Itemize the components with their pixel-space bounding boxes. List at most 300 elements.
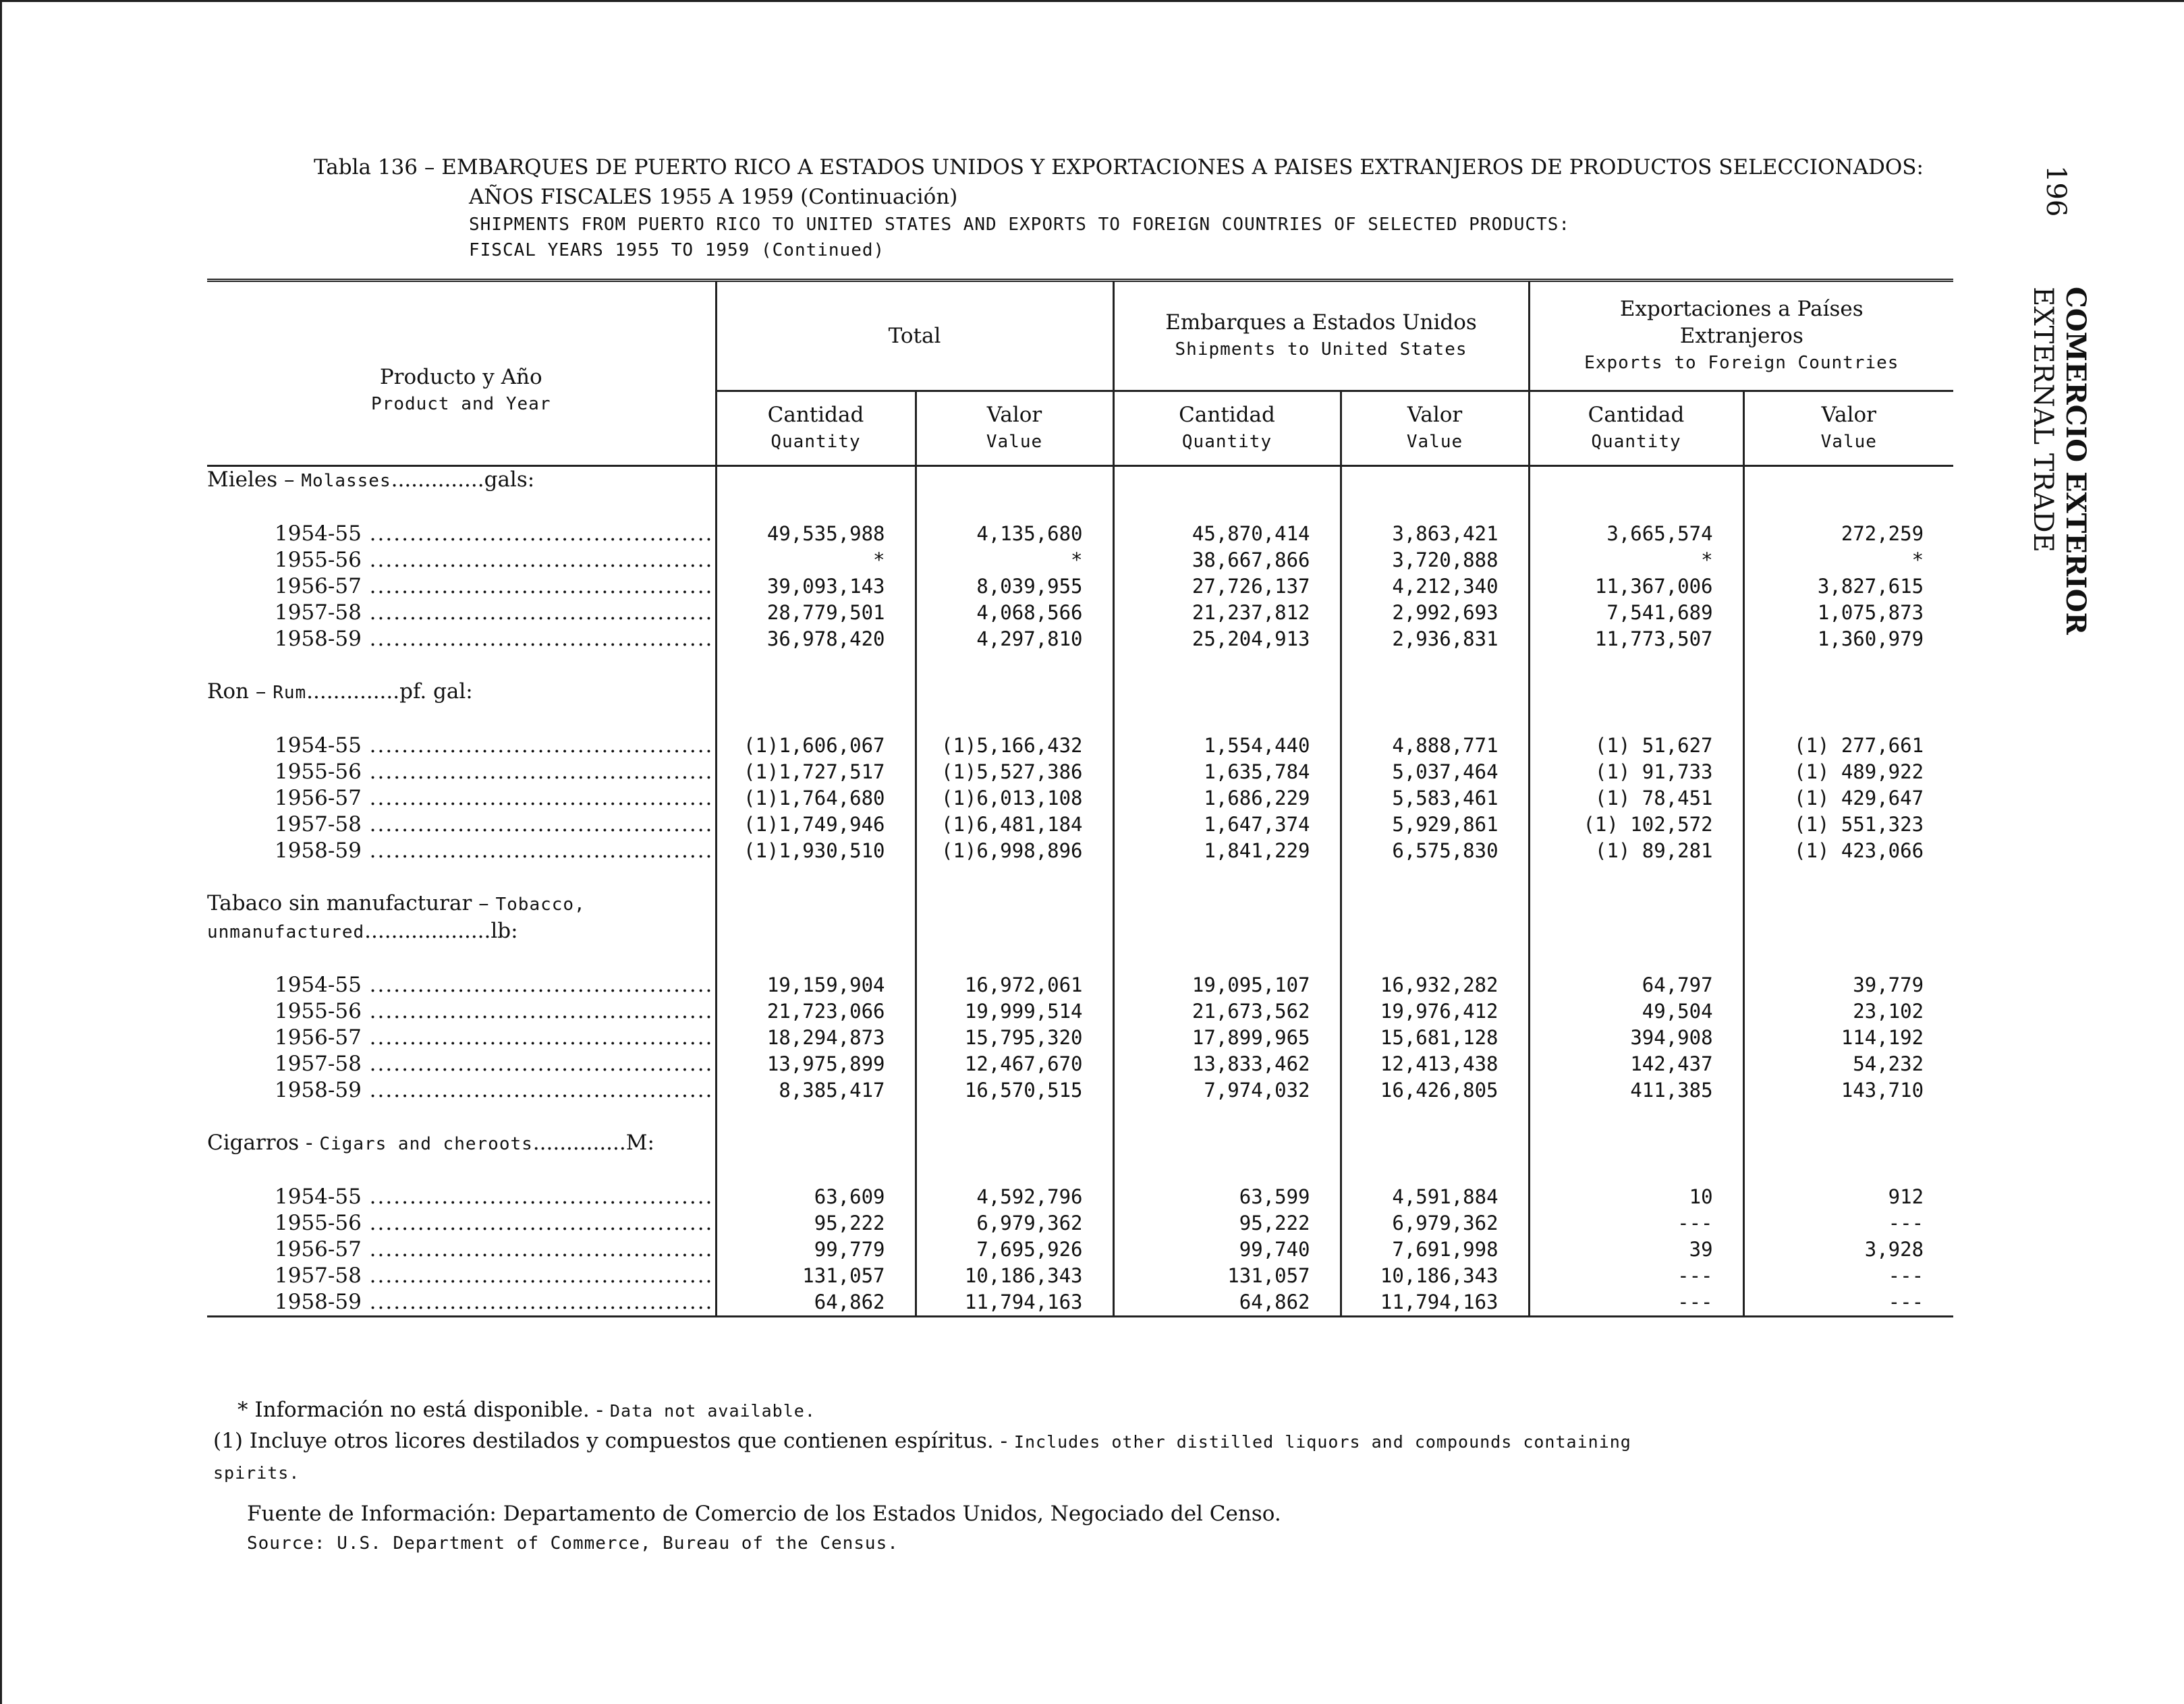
us-quantity-cell: 25,204,913 bbox=[1113, 626, 1341, 652]
year-label: 1958-59 bbox=[275, 839, 362, 863]
us-value-cell: 5,583,461 bbox=[1341, 785, 1529, 812]
total-quantity-cell: 8,385,417 bbox=[716, 1077, 916, 1104]
header-qty-es: Cantidad bbox=[1588, 403, 1685, 427]
foreign-quantity-cell: 11,773,507 bbox=[1529, 626, 1743, 652]
total-value-cell: 4,135,680 bbox=[916, 521, 1113, 547]
empty-cell bbox=[1113, 494, 1341, 521]
group-unit: pf. gal: bbox=[399, 679, 473, 704]
total-value-cell: (1)5,527,386 bbox=[916, 759, 1113, 785]
spacer-row bbox=[207, 652, 1953, 679]
header-foreign-en: Exports to Foreign Countries bbox=[1584, 353, 1899, 373]
foreign-quantity-cell: 49,504 bbox=[1529, 998, 1743, 1025]
foreign-quantity-cell: (1) 51,627 bbox=[1529, 733, 1743, 759]
source bbox=[247, 1499, 1281, 1558]
us-value-cell: 12,413,438 bbox=[1341, 1051, 1529, 1077]
foreign-value-cell: 272,259 bbox=[1743, 521, 1953, 547]
foreign-quantity-cell: 411,385 bbox=[1529, 1077, 1743, 1104]
year-label: 1954-55 bbox=[275, 521, 362, 546]
empty-cell bbox=[1743, 946, 1953, 972]
foreign-quantity-cell: (1) 102,572 bbox=[1529, 812, 1743, 838]
empty-cell bbox=[716, 1158, 916, 1184]
empty-cell bbox=[1529, 946, 1743, 972]
row-year bbox=[207, 1184, 716, 1210]
header-val-en: Value bbox=[1820, 432, 1877, 452]
row-year bbox=[207, 1210, 716, 1237]
foreign-quantity-cell: --- bbox=[1529, 1289, 1743, 1317]
us-quantity-cell: 1,841,229 bbox=[1113, 838, 1341, 864]
row-year bbox=[207, 838, 716, 864]
us-quantity-cell: 95,222 bbox=[1113, 1210, 1341, 1237]
row-year bbox=[207, 1077, 716, 1104]
spacer-row bbox=[207, 1158, 1953, 1184]
table-row bbox=[207, 1263, 1953, 1289]
empty-cell bbox=[1529, 890, 1743, 918]
foreign-quantity-cell: 3,665,574 bbox=[1529, 521, 1743, 547]
empty-cell bbox=[1113, 466, 1341, 495]
empty-cell bbox=[1341, 679, 1529, 706]
group-label-en: Rum bbox=[273, 683, 307, 703]
group-label bbox=[207, 1130, 716, 1158]
empty-cell bbox=[1341, 466, 1529, 495]
empty-cell bbox=[1341, 652, 1529, 679]
us-value-cell: 5,929,861 bbox=[1341, 812, 1529, 838]
total-quantity-cell: (1)1,930,510 bbox=[716, 838, 916, 864]
empty-cell bbox=[1113, 1158, 1341, 1184]
empty-cell bbox=[1341, 706, 1529, 733]
total-quantity-cell: 95,222 bbox=[716, 1210, 916, 1237]
row-year bbox=[207, 1263, 716, 1289]
us-value-cell: 4,212,340 bbox=[1341, 573, 1529, 600]
us-quantity-cell: 21,673,562 bbox=[1113, 998, 1341, 1025]
header-val-es: Valor bbox=[1407, 403, 1463, 427]
us-value-cell: 4,888,771 bbox=[1341, 733, 1529, 759]
empty-cell bbox=[716, 918, 916, 946]
header-us-es: Embarques a Estados Unidos bbox=[1165, 310, 1477, 335]
us-quantity-cell: 99,740 bbox=[1113, 1237, 1341, 1263]
group-label-cont bbox=[207, 918, 716, 946]
total-quantity-cell: 39,093,143 bbox=[716, 573, 916, 600]
table-row bbox=[207, 812, 1953, 838]
spacer-row bbox=[207, 946, 1953, 972]
table-row bbox=[207, 998, 1953, 1025]
foreign-quantity-cell: (1) 78,451 bbox=[1529, 785, 1743, 812]
footnotes bbox=[213, 1395, 1965, 1488]
empty-cell bbox=[1743, 706, 1953, 733]
title-es-line1: Tabla 136 – EMBARQUES DE PUERTO RICO A ESTADOS UNIDOS Y EXPORTACIONES A PAISES EXTRANJEROS DE PRODUCTOS SELECCIONADOS: bbox=[314, 155, 1924, 179]
us-value-cell: 6,575,830 bbox=[1341, 838, 1529, 864]
table-row bbox=[207, 1025, 1953, 1051]
group-label-en2: unmanufactured bbox=[207, 922, 365, 942]
source-es: Fuente de Información: Departamento de Comercio de los Estados Unidos, Negociado del Censo. bbox=[247, 1502, 1281, 1526]
us-value-cell: 3,720,888 bbox=[1341, 547, 1529, 573]
year-label: 1957-58 bbox=[275, 1263, 362, 1288]
header-qty-en: Quantity bbox=[1181, 432, 1272, 452]
footnote-one bbox=[213, 1426, 1965, 1488]
table-row bbox=[207, 573, 1953, 600]
us-value-cell: 7,691,998 bbox=[1341, 1237, 1529, 1263]
us-quantity-cell: 45,870,414 bbox=[1113, 521, 1341, 547]
empty-cell bbox=[1113, 1104, 1341, 1130]
total-value-cell: 4,297,810 bbox=[916, 626, 1113, 652]
empty-cell bbox=[916, 946, 1113, 972]
group-label bbox=[207, 466, 716, 495]
total-quantity-cell: 13,975,899 bbox=[716, 1051, 916, 1077]
group-label bbox=[207, 679, 716, 706]
header-qty-en: Quantity bbox=[1591, 432, 1681, 452]
empty-cell bbox=[1341, 946, 1529, 972]
year-label: 1956-57 bbox=[275, 574, 362, 598]
row-year bbox=[207, 547, 716, 573]
group-row-cigars bbox=[207, 1130, 1953, 1158]
foreign-quantity-cell: * bbox=[1529, 547, 1743, 573]
group-label-en: Molasses bbox=[301, 471, 391, 491]
empty-cell bbox=[916, 864, 1113, 890]
table-title bbox=[314, 152, 1960, 263]
empty-cell bbox=[1341, 890, 1529, 918]
total-value-cell: 6,979,362 bbox=[916, 1210, 1113, 1237]
group-row-rum bbox=[207, 679, 1953, 706]
year-label: 1955-56 bbox=[275, 760, 362, 784]
spacer-row bbox=[207, 864, 1953, 890]
row-year bbox=[207, 785, 716, 812]
total-value-cell: 10,186,343 bbox=[916, 1263, 1113, 1289]
leader-dots: ................... bbox=[364, 919, 491, 943]
foreign-quantity-cell: 142,437 bbox=[1529, 1051, 1743, 1077]
empty-cell bbox=[916, 679, 1113, 706]
group-unit: M: bbox=[625, 1131, 654, 1155]
empty-cell bbox=[1529, 1158, 1743, 1184]
title-en-line1: SHIPMENTS FROM PUERTO RICO TO UNITED STATES AND EXPORTS TO FOREIGN COUNTRIES OF SELECTED PRODUCTS: bbox=[469, 215, 1571, 235]
foreign-value-cell: * bbox=[1743, 547, 1953, 573]
total-quantity-cell: (1)1,749,946 bbox=[716, 812, 916, 838]
total-quantity-cell: * bbox=[716, 547, 916, 573]
us-value-cell: 19,976,412 bbox=[1341, 998, 1529, 1025]
spacer-cell bbox=[207, 864, 716, 890]
total-quantity-cell: 19,159,904 bbox=[716, 972, 916, 998]
empty-cell bbox=[716, 864, 916, 890]
header-foreign-es1: Exportaciones a Países bbox=[1619, 297, 1864, 321]
empty-cell bbox=[1529, 1104, 1743, 1130]
foreign-quantity-cell: 11,367,006 bbox=[1529, 573, 1743, 600]
header-total-val bbox=[916, 391, 1113, 466]
leader-dots: .............. bbox=[306, 679, 400, 704]
empty-cell bbox=[1341, 1158, 1529, 1184]
empty-cell bbox=[916, 494, 1113, 521]
title-en-line2: FISCAL YEARS 1955 TO 1959 (Continued) bbox=[469, 240, 885, 260]
empty-cell bbox=[1743, 890, 1953, 918]
foreign-value-cell: --- bbox=[1743, 1289, 1953, 1317]
empty-cell bbox=[1113, 918, 1341, 946]
us-value-cell: 3,863,421 bbox=[1341, 521, 1529, 547]
total-value-cell: (1)6,013,108 bbox=[916, 785, 1113, 812]
group-row-tobacco bbox=[207, 890, 1953, 918]
row-year bbox=[207, 972, 716, 998]
header-foreign bbox=[1529, 281, 1953, 391]
empty-cell bbox=[1341, 864, 1529, 890]
year-label: 1955-56 bbox=[275, 548, 362, 572]
us-quantity-cell: 131,057 bbox=[1113, 1263, 1341, 1289]
foreign-value-cell: 114,192 bbox=[1743, 1025, 1953, 1051]
total-quantity-cell: 28,779,501 bbox=[716, 600, 916, 626]
footnote-star-en: Data not available. bbox=[609, 1401, 816, 1421]
total-quantity-cell: 64,862 bbox=[716, 1289, 916, 1317]
footnote-one-en2: spirits. bbox=[213, 1463, 300, 1483]
data-table bbox=[207, 279, 1953, 1317]
foreign-value-cell: (1) 489,922 bbox=[1743, 759, 1953, 785]
empty-cell bbox=[1743, 652, 1953, 679]
year-label: 1956-57 bbox=[275, 1237, 362, 1261]
foreign-value-cell: 143,710 bbox=[1743, 1077, 1953, 1104]
us-value-cell: 2,936,831 bbox=[1341, 626, 1529, 652]
row-year bbox=[207, 521, 716, 547]
empty-cell bbox=[1113, 946, 1341, 972]
us-quantity-cell: 1,686,229 bbox=[1113, 785, 1341, 812]
us-quantity-cell: 13,833,462 bbox=[1113, 1051, 1341, 1077]
spacer-cell bbox=[207, 946, 716, 972]
empty-cell bbox=[1743, 1104, 1953, 1130]
table-row bbox=[207, 600, 1953, 626]
us-quantity-cell: 64,862 bbox=[1113, 1289, 1341, 1317]
header-product bbox=[207, 281, 716, 466]
year-label: 1956-57 bbox=[275, 1025, 362, 1050]
total-value-cell: (1)5,166,432 bbox=[916, 733, 1113, 759]
total-value-cell: (1)6,998,896 bbox=[916, 838, 1113, 864]
spacer-row bbox=[207, 494, 1953, 521]
table-row bbox=[207, 1289, 1953, 1317]
total-quantity-cell: 63,609 bbox=[716, 1184, 916, 1210]
empty-cell bbox=[716, 652, 916, 679]
us-value-cell: 2,992,693 bbox=[1341, 600, 1529, 626]
total-value-cell: 11,794,163 bbox=[916, 1289, 1113, 1317]
row-year bbox=[207, 998, 716, 1025]
row-year bbox=[207, 573, 716, 600]
year-label: 1954-55 bbox=[275, 733, 362, 758]
group-label-en: Tobacco, bbox=[495, 894, 586, 915]
group-row-molasses bbox=[207, 466, 1953, 495]
group-label-es: Tabaco sin manufacturar – bbox=[207, 891, 496, 915]
table-row bbox=[207, 1237, 1953, 1263]
leader-dots: .............. bbox=[391, 467, 484, 492]
total-quantity-cell: 18,294,873 bbox=[716, 1025, 916, 1051]
total-value-cell: 16,972,061 bbox=[916, 972, 1113, 998]
empty-cell bbox=[1743, 466, 1953, 495]
foreign-value-cell: (1) 423,066 bbox=[1743, 838, 1953, 864]
total-value-cell: * bbox=[916, 547, 1113, 573]
header-qty-en: Quantity bbox=[771, 432, 861, 452]
total-value-cell: 16,570,515 bbox=[916, 1077, 1113, 1104]
total-value-cell: 19,999,514 bbox=[916, 998, 1113, 1025]
table-body bbox=[207, 466, 1953, 1317]
total-quantity-cell: (1)1,606,067 bbox=[716, 733, 916, 759]
spacer-cell bbox=[207, 706, 716, 733]
foreign-value-cell: 1,075,873 bbox=[1743, 600, 1953, 626]
foreign-value-cell: --- bbox=[1743, 1210, 1953, 1237]
empty-cell bbox=[1743, 864, 1953, 890]
empty-cell bbox=[1529, 652, 1743, 679]
header-foreign-val bbox=[1743, 391, 1953, 466]
us-value-cell: 15,681,128 bbox=[1341, 1025, 1529, 1051]
table-row bbox=[207, 547, 1953, 573]
foreign-quantity-cell: 394,908 bbox=[1529, 1025, 1743, 1051]
foreign-quantity-cell: 39 bbox=[1529, 1237, 1743, 1263]
foreign-value-cell: (1) 551,323 bbox=[1743, 812, 1953, 838]
empty-cell bbox=[716, 494, 916, 521]
empty-cell bbox=[1341, 918, 1529, 946]
year-label: 1957-58 bbox=[275, 1052, 362, 1076]
header-us-qty bbox=[1113, 391, 1341, 466]
empty-cell bbox=[1529, 918, 1743, 946]
spacer-cell bbox=[207, 1104, 716, 1130]
foreign-value-cell: (1) 277,661 bbox=[1743, 733, 1953, 759]
year-label: 1958-59 bbox=[275, 1290, 362, 1314]
total-value-cell: (1)6,481,184 bbox=[916, 812, 1113, 838]
empty-cell bbox=[716, 706, 916, 733]
group-label bbox=[207, 890, 716, 918]
header-total-qty bbox=[716, 391, 916, 466]
us-quantity-cell: 7,974,032 bbox=[1113, 1077, 1341, 1104]
total-value-cell: 15,795,320 bbox=[916, 1025, 1113, 1051]
empty-cell bbox=[1743, 1158, 1953, 1184]
empty-cell bbox=[916, 652, 1113, 679]
empty-cell bbox=[916, 890, 1113, 918]
row-year bbox=[207, 733, 716, 759]
year-label: 1957-58 bbox=[275, 812, 362, 836]
empty-cell bbox=[1529, 706, 1743, 733]
empty-cell bbox=[1113, 890, 1341, 918]
total-quantity-cell: (1)1,727,517 bbox=[716, 759, 916, 785]
header-us-val bbox=[1341, 391, 1529, 466]
foreign-value-cell: 23,102 bbox=[1743, 998, 1953, 1025]
row-year bbox=[207, 626, 716, 652]
row-year bbox=[207, 759, 716, 785]
row-year bbox=[207, 1051, 716, 1077]
row-year bbox=[207, 1237, 716, 1263]
foreign-value-cell: 1,360,979 bbox=[1743, 626, 1953, 652]
empty-cell bbox=[916, 918, 1113, 946]
group-unit: lb: bbox=[491, 919, 518, 943]
us-value-cell: 6,979,362 bbox=[1341, 1210, 1529, 1237]
foreign-quantity-cell: 64,797 bbox=[1529, 972, 1743, 998]
header-total bbox=[716, 281, 1113, 391]
empty-cell bbox=[1113, 706, 1341, 733]
total-value-cell: 12,467,670 bbox=[916, 1051, 1113, 1077]
table-row bbox=[207, 1210, 1953, 1237]
empty-cell bbox=[1743, 918, 1953, 946]
header-product-es: Producto y Año bbox=[379, 364, 542, 389]
header-us bbox=[1113, 281, 1529, 391]
spacer-cell bbox=[207, 1158, 716, 1184]
section-en: EXTERNAL TRADE bbox=[2027, 287, 2059, 552]
spacer-cell bbox=[207, 494, 716, 521]
total-value-cell: 8,039,955 bbox=[916, 573, 1113, 600]
empty-cell bbox=[1529, 1130, 1743, 1158]
year-label: 1958-59 bbox=[275, 1078, 362, 1102]
foreign-quantity-cell: 7,541,689 bbox=[1529, 600, 1743, 626]
table-row bbox=[207, 1077, 1953, 1104]
footnote-one-es: (1) Incluye otros licores destilados y compuestos que contienen espíritus. - bbox=[213, 1429, 1014, 1453]
foreign-quantity-cell: --- bbox=[1529, 1210, 1743, 1237]
us-quantity-cell: 27,726,137 bbox=[1113, 573, 1341, 600]
empty-cell bbox=[1743, 679, 1953, 706]
foreign-value-cell: --- bbox=[1743, 1263, 1953, 1289]
empty-cell bbox=[1529, 679, 1743, 706]
total-quantity-cell: (1)1,764,680 bbox=[716, 785, 916, 812]
section-es: COMERCIO EXTERIOR bbox=[2060, 287, 2092, 635]
table-row bbox=[207, 1051, 1953, 1077]
empty-cell bbox=[916, 706, 1113, 733]
empty-cell bbox=[1113, 864, 1341, 890]
foreign-quantity-cell: --- bbox=[1529, 1263, 1743, 1289]
total-quantity-cell: 49,535,988 bbox=[716, 521, 916, 547]
foreign-value-cell: 3,928 bbox=[1743, 1237, 1953, 1263]
spacer-row bbox=[207, 706, 1953, 733]
source-en: Source: U.S. Department of Commerce, Bureau of the Census. bbox=[247, 1533, 899, 1554]
total-value-cell: 4,592,796 bbox=[916, 1184, 1113, 1210]
us-value-cell: 5,037,464 bbox=[1341, 759, 1529, 785]
header-qty-es: Cantidad bbox=[1179, 403, 1275, 427]
year-label: 1957-58 bbox=[275, 600, 362, 625]
table-row bbox=[207, 733, 1953, 759]
header-val-es: Valor bbox=[1821, 403, 1876, 427]
us-quantity-cell: 1,554,440 bbox=[1113, 733, 1341, 759]
table-row bbox=[207, 838, 1953, 864]
us-quantity-cell: 63,599 bbox=[1113, 1184, 1341, 1210]
group-unit: gals: bbox=[484, 467, 535, 492]
us-quantity-cell: 19,095,107 bbox=[1113, 972, 1341, 998]
header-product-en: Product and Year bbox=[371, 393, 551, 414]
footnote-one-en: Includes other distilled liquors and compounds containing bbox=[1013, 1432, 1631, 1452]
us-value-cell: 11,794,163 bbox=[1341, 1289, 1529, 1317]
row-year bbox=[207, 1289, 716, 1317]
empty-cell bbox=[916, 1158, 1113, 1184]
total-quantity-cell: 36,978,420 bbox=[716, 626, 916, 652]
header-val-es: Valor bbox=[986, 403, 1042, 427]
empty-cell bbox=[1743, 494, 1953, 521]
empty-cell bbox=[916, 1130, 1113, 1158]
us-quantity-cell: 1,647,374 bbox=[1113, 812, 1341, 838]
row-year bbox=[207, 600, 716, 626]
spacer-row bbox=[207, 1104, 1953, 1130]
table-row bbox=[207, 785, 1953, 812]
foreign-quantity-cell: 10 bbox=[1529, 1184, 1743, 1210]
row-year bbox=[207, 1025, 716, 1051]
foreign-value-cell: 912 bbox=[1743, 1184, 1953, 1210]
empty-cell bbox=[1529, 864, 1743, 890]
empty-cell bbox=[716, 1104, 916, 1130]
empty-cell bbox=[1341, 494, 1529, 521]
header-foreign-qty bbox=[1529, 391, 1743, 466]
total-value-cell: 4,068,566 bbox=[916, 600, 1113, 626]
section-heading bbox=[2027, 287, 2092, 635]
empty-cell bbox=[716, 890, 916, 918]
header-us-en: Shipments to United States bbox=[1175, 339, 1467, 360]
group-label-es: Cigarros - bbox=[207, 1131, 320, 1155]
foreign-quantity-cell: (1) 91,733 bbox=[1529, 759, 1743, 785]
foreign-value-cell: 39,779 bbox=[1743, 972, 1953, 998]
total-quantity-cell: 99,779 bbox=[716, 1237, 916, 1263]
year-label: 1956-57 bbox=[275, 786, 362, 810]
year-label: 1955-56 bbox=[275, 1211, 362, 1235]
group-label-en: Cigars and cheroots bbox=[319, 1134, 533, 1154]
empty-cell bbox=[716, 679, 916, 706]
us-quantity-cell: 21,237,812 bbox=[1113, 600, 1341, 626]
header-total-label: Total bbox=[888, 324, 941, 348]
spacer-cell bbox=[207, 652, 716, 679]
row-year bbox=[207, 812, 716, 838]
foreign-value-cell: (1) 429,647 bbox=[1743, 785, 1953, 812]
header-foreign-es2: Extranjeros bbox=[1679, 324, 1803, 348]
leader-dots: .............. bbox=[532, 1131, 626, 1155]
